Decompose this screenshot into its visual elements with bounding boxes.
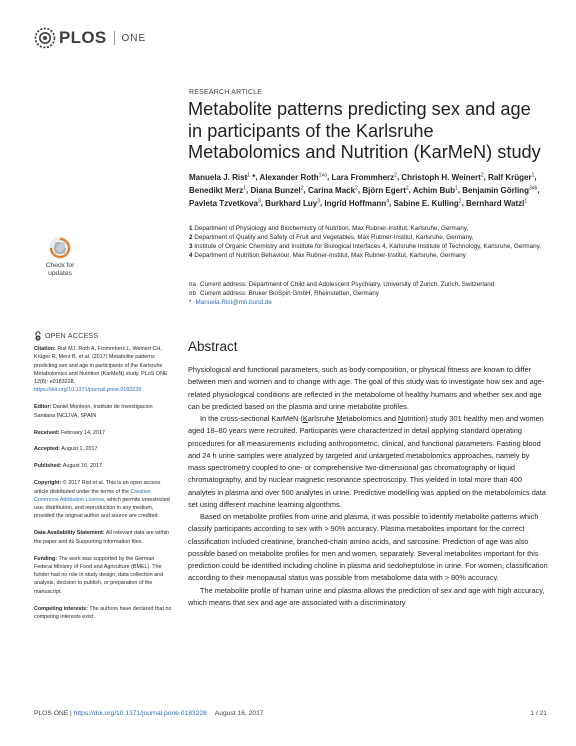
author[interactable]: Pavleta Tzvetkova$^3$ bbox=[189, 198, 261, 208]
abstract-paragraph: In the cross-sectional KarMeN (Karlsruhe Metabolomics and Nutrition) study 301 healthy men and women aged 18–80 years were recruited. Participants were characterized in detail applying standard operating procedures for all measurements including anthropometric, clinical, and functional parameters. Fasting blood and 24 h urine samples were analyzed by targeted and untargeted metabolomics approaches, namely by mass spectrometry coupled to one- or comprehensive two-dimensional gas chromatography or liquid chromatography, and by nuclear magnetic resonance spectroscopy. This yielded in total more than 400 analytes in plasma and over 500 analytes in urine. Predictive modelling was applied on the metabolomics data set using different machine learning algorithms. bbox=[188, 414, 547, 509]
author-list: Manuela J. Rist$^1$ *, Alexander Roth$^{1¤a}$, Lara Frommherz$^2$, Christoph H. Weinert$^2$, Ralf Krüger$^1$, Benedikt Merz$^1$, Diana Bunzel$^2$, Carina Mack$^2$, Björn Egert$^2$, Achim Bub$^1$, Benjamin Görling$^{3¤b}$, Pavleta Tzvetkova$^3$, Burkhard Luy$^3$, Ingrid Hoffmann$^4$, Sabine E. Kulling$^2$, Bernhard Watzl$^1$ bbox=[189, 172, 540, 208]
plos-logo-icon bbox=[34, 27, 56, 49]
open-access-badge bbox=[34, 331, 98, 341]
author[interactable]: Carina Mack$^2$ bbox=[307, 185, 358, 195]
email-link[interactable]: Manuela.Rist@mri.bund.de bbox=[195, 299, 272, 307]
footer-doi-link[interactable]: https://doi.org/10.1371/journal.pone.0183228 bbox=[73, 710, 207, 717]
author[interactable]: Manuela J. Rist$^1$ * bbox=[189, 172, 256, 182]
affiliation: 2 Department of Quality and Safety of Fruit and Vegetables, Max Rubner-Institut, Karlsruhe, Germany, bbox=[189, 234, 474, 242]
affiliations bbox=[189, 224, 544, 260]
author[interactable]: Sabine E. Kulling$^2$ bbox=[393, 198, 462, 208]
article-title: Metabolite patterns predicting sex and age in participants of the Karlsruhe Metabolomics and Nutrition (KarMeN) study bbox=[188, 99, 541, 162]
accepted-date: Accepted: August 1, 2017 bbox=[34, 446, 98, 453]
open-access-label: OPEN ACCESS bbox=[45, 332, 99, 340]
author[interactable]: Burkhard Luy$^3$ bbox=[265, 198, 320, 208]
citation: Citation: Rist MJ, Roth A, Frommherz L, Weinert CH, Krüger R, Merz B, et al. (2017) Metabolite patterns predicting sex and age in participants of the Karlsruhe Metabolomics and Nutrition (KarMeN) study. PLoS ONE 12(8): e0183228. https://doi.org/10.1371/journal.pone.0183228 bbox=[34, 346, 168, 394]
author[interactable]: Ralf Krüger$^1$ bbox=[488, 172, 535, 182]
current-addresses bbox=[189, 280, 544, 307]
received-date: Received: February 14, 2017 bbox=[34, 429, 106, 436]
abstract-paragraph: Physiological and functional parameters, such as body composition, or physical fitness are known to differ between men and women and to change with age. The goal of this study was to investigate how sex and age-related physiological conditions are reflected in the metabolome of healthy humans and whether sex and age can be predicted based on the plasma and urine metabolite profiles. bbox=[188, 365, 545, 411]
logo-divider bbox=[114, 31, 115, 45]
author[interactable]: Benedikt Merz$^1$ bbox=[189, 185, 247, 195]
abstract-paragraph: Based on metabolite profiles from urine and plasma, it was possible to identify metabolite patterns which classify participants according to sex with > 90% accuracy. Plasma metabolites important for the correct classification included creatinine, branched-chain amino acids, and sarcosine. Prediction of age was also possible based on metabolite profiles for men and women, separately. Several metabolites important for this prediction could be identified including choline in plasma and sedoheptulose in urine. For women, classification according to their menopausal status was possible from metabolome data with > 80% accuracy. bbox=[188, 512, 548, 583]
author[interactable]: Björn Egert$^2$ bbox=[362, 185, 409, 195]
page-number: 1 / 21 bbox=[530, 710, 547, 717]
check-updates-line2: updates bbox=[48, 270, 72, 277]
author[interactable]: Alexander Roth$^{1¤a}$ bbox=[259, 172, 328, 182]
author[interactable]: Ingrid Hoffmann$^4$ bbox=[324, 198, 389, 208]
competing-interests: Competing interests: The authors have declared that no competing interests exist. bbox=[34, 605, 172, 620]
author[interactable]: Diana Bunzel$^2$ bbox=[250, 185, 304, 195]
editor: Editor: Daniel Monleon, Instituto de Investigacion Sanitaria INCLIVA, SPAIN bbox=[34, 404, 153, 419]
author[interactable]: Benjamin Görling$^{3¤b}$ bbox=[462, 185, 538, 195]
plos-one-logo[interactable] bbox=[34, 27, 146, 49]
abstract-heading: Abstract bbox=[188, 339, 238, 354]
article-info-sidebar bbox=[34, 345, 172, 630]
check-for-updates-button[interactable] bbox=[36, 236, 84, 290]
logo-one-text: ONE bbox=[121, 32, 147, 44]
author[interactable]: Bernhard Watzl$^1$ bbox=[466, 198, 528, 208]
author[interactable]: Christoph H. Weinert$^2$ bbox=[401, 172, 484, 182]
article-type: RESEARCH ARTICLE bbox=[189, 89, 263, 96]
data-availability: Data Availability Statement: All relevant data are within the paper and its Supporting Information files. bbox=[34, 530, 170, 545]
affiliation: 3 Institute of Organic Chemistry and Institute for Biological Interfaces 4, Karlsruhe Institute of Technology, Karlsruhe, Germany, 4 Department of Nutrition Behaviour, Max Rubner-Institut, Max Rubner-Institut, Karlsruhe, Germany bbox=[189, 243, 542, 260]
corresponding-email: * Manuela.Rist@mri.bund.de bbox=[189, 299, 272, 307]
open-lock-icon bbox=[34, 331, 42, 341]
footer-journal: PLOS ONE bbox=[34, 710, 69, 717]
license-link[interactable]: Creative Commons Attribution License bbox=[34, 488, 151, 503]
logo-plos-text: PLOS bbox=[59, 28, 107, 47]
copyright: Copyright: © 2017 Rist et al. This is an open access article distributed under the terms of the Creative Commons Attribution License, which permits unrestricted use, distribution, and reproduction in any medium, provided the original author and source are credited. bbox=[34, 480, 170, 520]
author[interactable]: Achim Bub$^1$ bbox=[412, 185, 458, 195]
current-address-a: ¤a Current address: Department of Child and Adolescent Psychiatry, University of Zurich, Zurich, Switzerland bbox=[189, 281, 495, 288]
abstract-body bbox=[188, 364, 548, 609]
check-updates-icon bbox=[48, 236, 72, 260]
affiliation: 1 Department of Physiology and Biochemistry of Nutrition, Max Rubner-Institut, Karlsruhe, Germany, bbox=[189, 225, 469, 232]
footer-date: August 16, 2017 bbox=[214, 710, 264, 717]
funding: Funding: The work was supported by the German Federal Ministry of Food and Agriculture (BMEL). The funder had no role in study design, data collection and analysis, decision to publish, or preparation of the manuscript. bbox=[34, 555, 164, 595]
author[interactable]: Lara Frommherz$^2$ bbox=[331, 172, 397, 182]
footer-separator: | bbox=[68, 710, 74, 717]
current-address-b: ¤b Current address: Bruker BioSpin GmbH, Rheinstetten, Germany bbox=[189, 290, 379, 298]
abstract-paragraph: The metabolite profile of human urine and plasma allows the prediction of sex and age with high accuracy, which means that sex and age are associated with a discriminatory bbox=[188, 585, 545, 607]
page-footer bbox=[34, 710, 547, 717]
published-date: Published: August 16, 2017 bbox=[34, 463, 103, 470]
check-updates-line1: Check for bbox=[45, 262, 75, 269]
citation-doi-link[interactable]: https://doi.org/10.1371/journal.pone.0183228 bbox=[34, 387, 142, 394]
